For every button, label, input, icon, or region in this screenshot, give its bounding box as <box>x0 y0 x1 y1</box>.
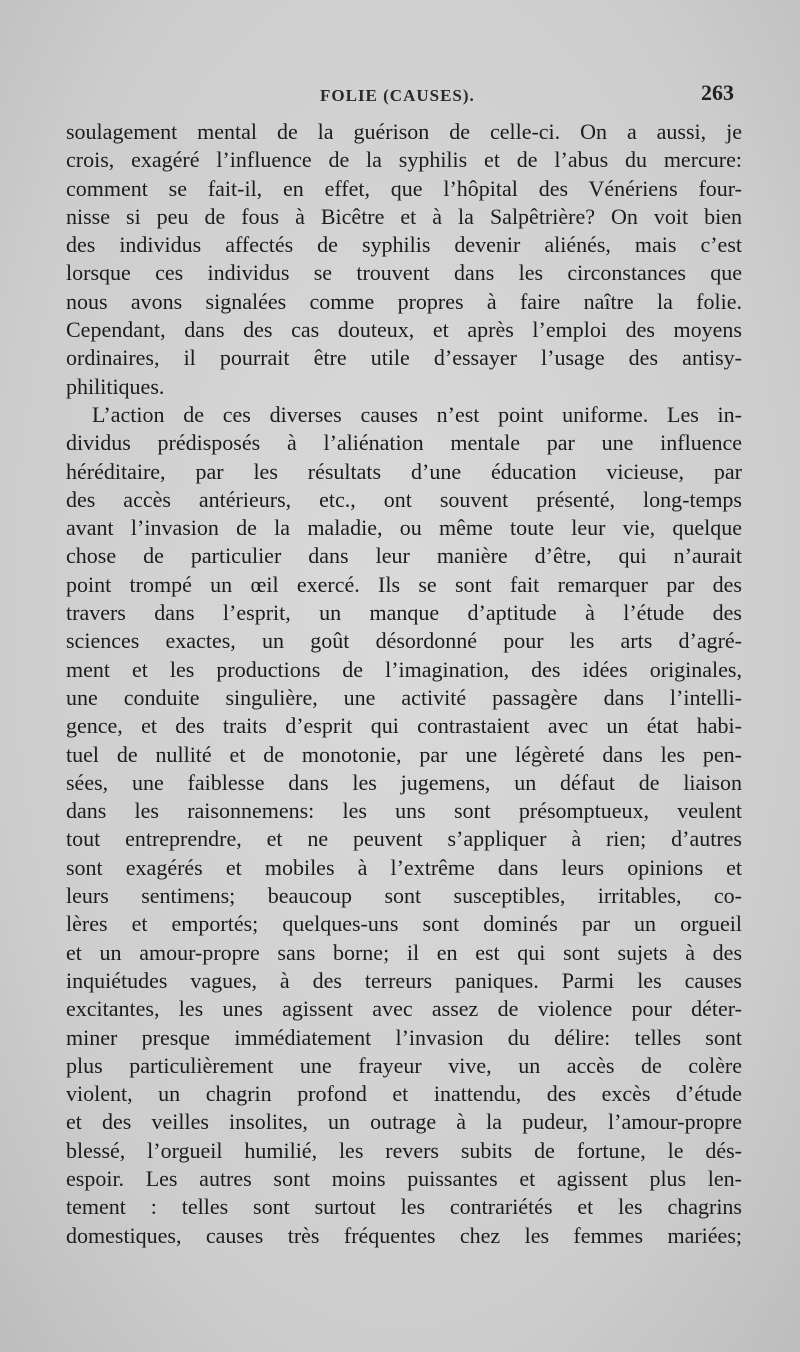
text-line: soulagement mental de la guérison de celle-ci. On a aussi, je <box>66 119 742 144</box>
text-line: inquiétudes vagues, à des terreurs paniques. Parmi les causes <box>66 967 742 993</box>
page-header <box>62 80 734 116</box>
running-head: FOLIE (CAUSES). <box>320 86 475 105</box>
text-line: lères et emportés; quelques-uns sont dominés par un orgueil <box>66 911 742 937</box>
text-line: et des veilles insolites, un outrage à la pudeur, l’amour-propre <box>66 1109 742 1135</box>
text-line: dividus prédisposés à l’aliénation mentale par une influence <box>66 430 742 456</box>
text-line: nisse si peu de fous à Bicêtre et à la Salpêtrière? On voit bien <box>66 203 742 229</box>
text-line: crois, exagéré l’influence de la syphilis et de l’abus du mercure: <box>66 147 742 173</box>
text-line: des accès antérieurs, etc., ont souvent présenté, long-temps <box>66 486 742 512</box>
text-line: ordinaires, il pourrait être utile d’essayer l’usage des antisy- <box>66 345 742 371</box>
text-line: chose de particulier dans leur manière d’être, qui n’aurait <box>66 543 742 569</box>
text-line: tout entreprendre, et ne peuvent s’appliquer à rien; d’autres <box>66 826 742 852</box>
text-line: leurs sentimens; beaucoup sont susceptibles, irritables, co- <box>66 883 742 909</box>
text-line: comment se fait-il, en effet, que l’hôpital des Vénériens four- <box>66 175 742 201</box>
text-line: nous avons signalées comme propres à faire naître la folie. <box>66 288 742 314</box>
text-line: domestiques, causes très fréquentes chez les femmes mariées; <box>66 1222 742 1248</box>
text-line: gence, et des traits d’esprit qui contrastaient avec un état habi- <box>66 713 742 739</box>
text-line: travers dans l’esprit, un manque d’aptitude à l’étude des <box>66 600 742 626</box>
text-line: violent, un chagrin profond et inattendu, des excès d’étude <box>66 1081 742 1107</box>
text-line: dans les raisonnemens: les uns sont présomptueux, veulent <box>66 798 742 824</box>
text-line: sont exagérés et mobiles à l’extrême dans leurs opinions et <box>66 854 742 880</box>
page-number: 263 <box>701 80 734 105</box>
text-line: plus particulièrement une frayeur vive, un accès de colère <box>66 1052 742 1078</box>
text-line: espoir. Les autres sont moins puissantes et agissent plus len- <box>66 1165 742 1191</box>
text-line: lorsque ces individus se trouvent dans les circonstances que <box>66 260 742 286</box>
text-line: sciences exactes, un goût désordonné pour les arts d’agré- <box>66 628 742 654</box>
text-line: une conduite singulière, une activité passagère dans l’intelli- <box>66 684 742 710</box>
text-line: tuel de nullité et de monotonie, par une légèreté dans les pen- <box>66 741 742 767</box>
body-text <box>66 118 742 1250</box>
text-line: L’action de ces diverses causes n’est point uniforme. Les in- <box>92 401 742 427</box>
text-line: héréditaire, par les résultats d’une éducation vicieuse, par <box>66 458 742 484</box>
text-line: et un amour-propre sans borne; il en est qui sont sujets à des <box>66 939 742 965</box>
text-line: blessé, l’orgueil humilié, les revers subits de fortune, le dés- <box>66 1137 742 1163</box>
text-line: ment et les productions de l’imagination, des idées originales, <box>66 656 742 682</box>
text-line: point trompé un œil exercé. Ils se sont fait remarquer par des <box>66 571 742 597</box>
text-line: miner presque immédiatement l’invasion du délire: telles sont <box>66 1024 742 1050</box>
text-line: philitiques. <box>66 373 165 399</box>
text-line: sées, une faiblesse dans les jugemens, un défaut de liaison <box>66 769 742 795</box>
text-line: excitantes, les unes agissent avec assez de violence pour déter- <box>66 996 742 1022</box>
text-line: tement : telles sont surtout les contrariétés et les chagrins <box>66 1194 742 1220</box>
text-line: des individus affectés de syphilis devenir aliénés, mais c’est <box>66 232 742 258</box>
text-line: Cependant, dans des cas douteux, et après l’emploi des moyens <box>66 317 742 343</box>
text-line: avant l’invasion de la maladie, ou même toute leur vie, quelque <box>66 515 742 541</box>
